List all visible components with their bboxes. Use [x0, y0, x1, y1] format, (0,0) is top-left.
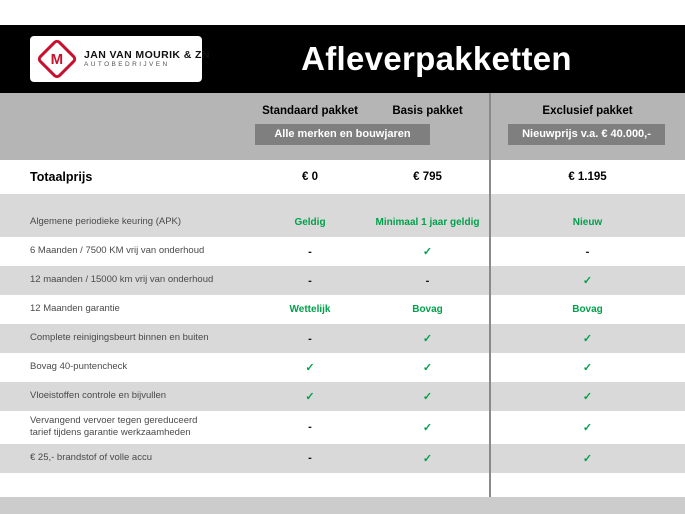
table-row — [0, 444, 685, 473]
check-icon: ✓ — [582, 333, 593, 345]
totals-label: Totaalprijs — [30, 170, 93, 184]
table-row — [0, 382, 685, 411]
badge-all-brands: Alle merken en bouwjaren — [255, 124, 430, 145]
value-text: Wettelijk — [289, 304, 331, 315]
brand-m-letter: M — [50, 50, 64, 68]
check-icon: ✓ — [422, 333, 433, 345]
column-headers — [0, 105, 685, 117]
check-icon: ✓ — [305, 391, 315, 403]
footer-strip — [0, 497, 685, 514]
check-icon: ✓ — [582, 362, 593, 374]
company-name: JAN VAN MOURIK & ZN — [84, 48, 210, 61]
table-row — [0, 353, 685, 382]
badge-new-price: Nieuwprijs v.a. € 40.000,- — [508, 124, 665, 145]
row-label: Algemene periodieke keuring (APK) — [30, 216, 182, 228]
dash-mark: - — [308, 421, 312, 434]
table-header-band — [0, 93, 685, 160]
table-row — [0, 324, 685, 353]
value-text: Nieuw — [572, 217, 603, 228]
brand-m-icon — [36, 38, 78, 80]
dash-mark: - — [308, 332, 312, 345]
column-header-basis: Basis pakket — [392, 105, 463, 117]
separator-band — [0, 194, 685, 208]
check-icon: ✓ — [422, 362, 433, 374]
value-text: Bovag — [572, 304, 603, 315]
top-margin — [0, 0, 685, 25]
check-icon: ✓ — [422, 452, 433, 465]
badge-row — [0, 124, 685, 145]
total-exclusief: € 1.195 — [568, 171, 607, 183]
dash-mark: - — [585, 245, 590, 258]
dash-mark: - — [308, 245, 312, 258]
dash-mark: - — [308, 274, 312, 287]
table-row — [0, 266, 685, 295]
column-header-standaard: Standaard pakket — [262, 105, 358, 117]
row-label: Bovag 40-puntencheck — [30, 361, 128, 373]
check-icon: ✓ — [582, 391, 593, 403]
table-row — [0, 411, 685, 444]
value-text: Geldig — [294, 217, 326, 228]
value-text: Minimaal 1 jaar geldig — [375, 217, 480, 228]
table-row — [0, 295, 685, 324]
row-label: € 25,- brandstof of volle accu — [30, 452, 152, 464]
check-icon: ✓ — [305, 362, 315, 374]
label-column-spacer — [0, 105, 255, 117]
logo-text — [84, 49, 210, 69]
check-icon: ✓ — [582, 452, 593, 465]
check-icon: ✓ — [422, 391, 433, 403]
table-row — [0, 208, 685, 237]
check-icon: ✓ — [582, 275, 593, 287]
company-logo — [30, 36, 210, 82]
dash-mark: - — [308, 452, 312, 465]
check-icon: ✓ — [422, 421, 433, 434]
total-basis: € 795 — [413, 171, 442, 183]
badge-row-spacer — [0, 124, 255, 145]
totals-row — [0, 160, 685, 194]
row-label: 12 maanden / 15000 km vrij van onderhoud — [30, 274, 214, 286]
row-label: Vloeistoffen controle en bijvullen — [30, 390, 167, 402]
total-standaard: € 0 — [302, 171, 318, 183]
column-divider-line — [489, 93, 491, 497]
dash-mark: - — [425, 274, 430, 287]
column-header-exclusief: Exclusief pakket — [542, 105, 633, 117]
table-row — [0, 237, 685, 266]
page-header — [0, 25, 685, 93]
check-icon: ✓ — [422, 246, 433, 258]
value-text: Bovag — [412, 304, 443, 315]
feature-rows — [0, 208, 685, 473]
check-icon: ✓ — [582, 421, 593, 434]
row-label: Complete reinigingsbeurt binnen en buiten — [30, 332, 209, 344]
row-label: 12 Maanden garantie — [30, 303, 120, 315]
company-subtitle: AUTOBEDRIJVEN — [84, 61, 170, 69]
row-label: Vervangend vervoer tegen gereduceerd tarief tijdens garantie werkzaamheden — [30, 415, 198, 439]
page-title: Afleverpakketten — [301, 40, 572, 77]
row-label: 6 Maanden / 7500 KM vrij van onderhoud — [30, 245, 205, 257]
